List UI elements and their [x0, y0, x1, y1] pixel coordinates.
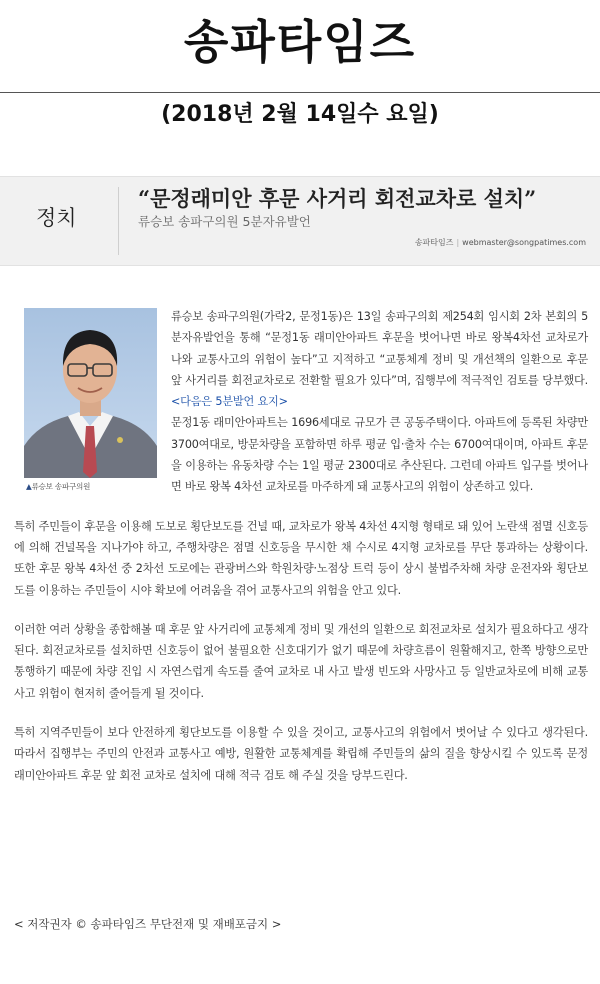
issue-date: (2018년 2월 14일수 요일)	[161, 102, 439, 127]
portrait-illustration	[24, 308, 157, 478]
header-divider	[118, 187, 119, 255]
article-header	[0, 176, 600, 266]
article-paragraph-4: 이러한 여러 상황을 종합해볼 때 후문 앞 사거리에 교통체계 정비 및 개선의 일환으로 회전교차로 설치가 필요하다고 생각된다. 회전교차로를 설치하면 신호등이 없어 불필요한 신호대기가 없기 때문에 차량흐름이 원활해지고, 한쪽 방향으로만 통행하기 때문에 차량 진입 시 자연스럽게 속도를 줄여 교차로 내 사고 발생 빈도와 사망사고 등 일반교차로에 비해 교통사고 위험이 현저히 줄어들게 될 것이다.	[14, 622, 588, 700]
article-paragraph-2: 문정1동 래미안아파트는 1696세대로 규모가 큰 공동주택이다. 아파트에 등록된 차량만 3700여대로, 방문차량을 포함하면 하루 평균 입·출차 수는 6700여대이며, 아파트 후문을 이용하는 유동차량 수는 1일 평균 2300대로 추산된다. 그런데 아파트 입구를 벗어나면 바로 왕복 4차선 교차로를 마주하게 돼 교통사고의 위험이 상존하고 있다.	[171, 416, 588, 494]
portrait-photo	[24, 308, 157, 478]
byline-name: 송파타임즈	[414, 238, 454, 247]
article-headline: “문정래미안 후문 사거리 회전교차로 설치”	[138, 186, 537, 211]
article-paragraph-3: 특히 주민들이 후문을 이용해 도보로 횡단보도를 건널 때, 교차로가 왕복 4차선 4지형 형태로 돼 있어 노란색 점멸 신호등에 의해 건널목을 지나가야 하고, 주행차량은 점멸 신호등을 무시한 채 수시로 4지형 교차로를 무단 통과하는 상황이다. 또한 후문 왕복 4차선 중 2차선 도로에는 관광버스와 학원차량·노점상 트럭 등이 상시 불법주차해 차량 운전자와 횡단보도를 이용하는 주민들이 시야 확보에 어려움을 겪어 교통사고의 위험을 안고 있다.	[14, 519, 588, 597]
paragraph-1-text: 류승보 송파구의원(가락2, 문정1동)은 13일 송파구의회 제254회 임시회 2차 본회의 5분자유발언을 통해 “문정1동 래미안아파트 후문을 벗어나면 바로 왕복4차선 교차로가 나와 교통사고의 위험이 높다”고 지적하고 “교통체계 정비 및 개선책의 일환으로 후문 앞 사거리를 회전교차로로 전환할 필요가 있다”며, 집행부에 적극적인 검토를 당부했다.	[171, 310, 588, 387]
brand-logo[interactable]: 송파타임즈	[183, 15, 417, 69]
byline	[415, 237, 586, 249]
photo-caption	[24, 478, 157, 496]
caption-text: 류승보 송파구의원	[31, 482, 91, 491]
speech-summary-link[interactable]: <다음은 5분발언 요지>	[171, 395, 288, 409]
caption-marker: ▲	[26, 482, 32, 491]
copyright-notice: < 저작권자 © 송파타임즈 무단전재 및 재배포금지 >	[14, 917, 282, 931]
section-label[interactable]: 정치	[36, 206, 77, 230]
byline-separator: |	[456, 238, 460, 247]
article-subhead: 류승보 송파구의원 5분자유발언	[138, 214, 311, 229]
article-body	[14, 306, 588, 804]
article-paragraph-5: 특히 지역주민들이 보다 안전하게 횡단보도를 이용할 수 있을 것이고, 교통사고의 위험에서 벗어날 수 있다고 생각된다. 따라서 집행부는 주민의 안전과 교통사고 예방, 원활한 교통체계를 확립해 주민들의 삶의 질을 향상시킬 수 있도록 문정 래미안아파트 후문 앞 회전 교차로 설치에 대해 적극 검토 해 주실 것을 당부드린다.	[14, 726, 588, 782]
photo-figure	[24, 308, 157, 504]
masthead	[0, 0, 600, 93]
byline-email[interactable]: webmaster@songpatimes.com	[462, 238, 586, 247]
